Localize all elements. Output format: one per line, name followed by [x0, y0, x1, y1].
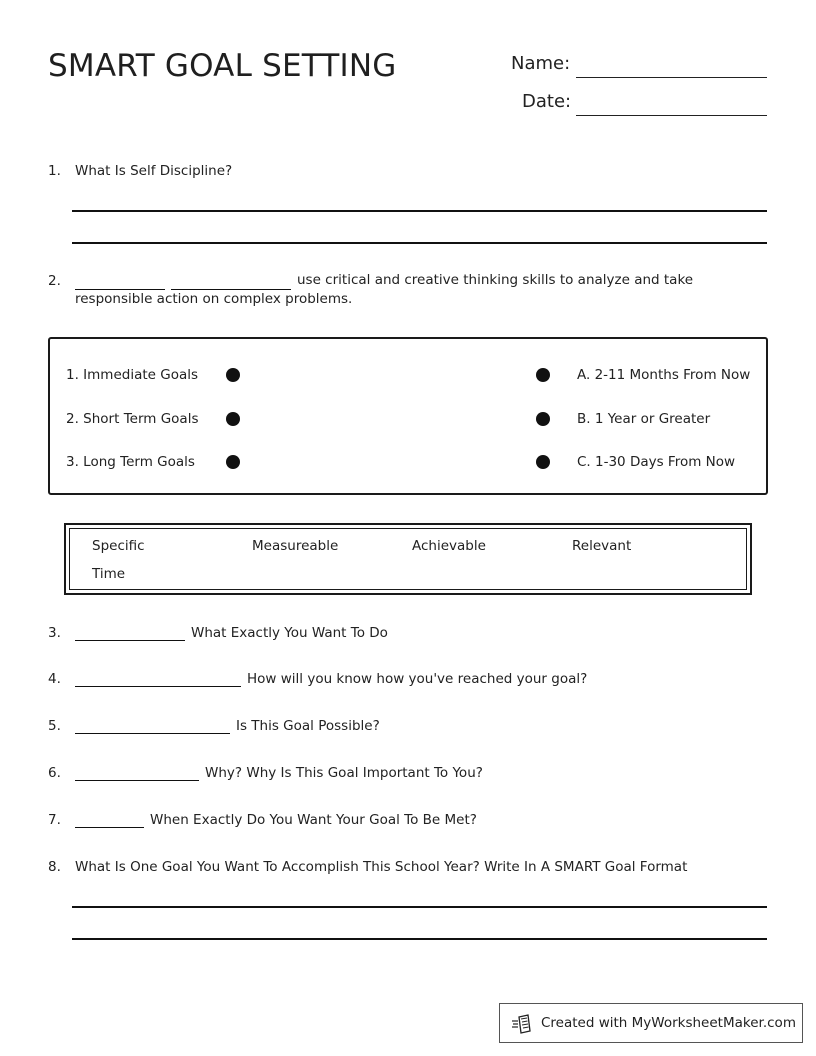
- question-text: When Exactly Do You Want Your Goal To Be Met?: [150, 812, 477, 828]
- match-dot-right[interactable]: [536, 368, 550, 382]
- question-text-line: use critical and creative thinking skills to analyze and take: [297, 272, 694, 288]
- matching-box: [48, 337, 768, 495]
- word-bank-item: Relevant: [572, 538, 632, 554]
- question-row: [75, 718, 380, 734]
- question-text: How will you know how you've reached your goal?: [247, 671, 588, 687]
- answer-line[interactable]: [72, 906, 767, 908]
- match-dot-left[interactable]: [226, 412, 240, 426]
- name-label: Name:: [511, 53, 571, 74]
- question-number: 3.: [48, 625, 61, 641]
- question-number: 6.: [48, 765, 61, 781]
- question-text: What Is One Goal You Want To Accomplish This School Year? Write In A SMART Goal Format: [75, 859, 688, 875]
- answer-line[interactable]: [72, 938, 767, 940]
- word-bank-item: Achievable: [412, 538, 486, 554]
- answer-line[interactable]: [72, 210, 767, 212]
- matching-left-item: 2. Short Term Goals: [66, 411, 199, 427]
- fill-blank[interactable]: [75, 672, 241, 687]
- question-row: [75, 625, 388, 641]
- question-number: 2.: [48, 273, 61, 289]
- question-row: [75, 765, 483, 781]
- name-field[interactable]: [576, 77, 767, 78]
- word-bank-item: Time: [92, 566, 126, 582]
- match-dot-left[interactable]: [226, 455, 240, 469]
- fill-blank[interactable]: [171, 275, 291, 290]
- matching-right-item: C. 1-30 Days From Now: [577, 454, 736, 470]
- fill-blank[interactable]: [75, 766, 199, 781]
- word-bank-item: Measureable: [252, 538, 339, 554]
- question-text: Why? Why Is This Goal Important To You?: [205, 765, 483, 781]
- question-number: 4.: [48, 671, 61, 687]
- date-label: Date:: [522, 91, 572, 112]
- question-text: [75, 271, 715, 309]
- fill-blank[interactable]: [75, 275, 165, 290]
- matching-right-item: A. 2-11 Months From Now: [577, 367, 751, 383]
- question-row: [75, 812, 477, 828]
- match-dot-right[interactable]: [536, 412, 550, 426]
- question-number: 8.: [48, 859, 61, 875]
- footer-link[interactable]: Created with MyWorksheetMaker.com: [541, 1015, 796, 1031]
- question-text: What Is Self Discipline?: [75, 163, 233, 179]
- match-dot-right[interactable]: [536, 455, 550, 469]
- matching-left-item: 1. Immediate Goals: [66, 367, 199, 383]
- date-field[interactable]: [576, 115, 767, 116]
- matching-right-item: B. 1 Year or Greater: [577, 411, 711, 427]
- question-number: 1.: [48, 163, 61, 179]
- worksheet-maker-logo-icon: [511, 1013, 533, 1035]
- question-text-line: responsible action on complex problems.: [75, 291, 353, 307]
- fill-blank[interactable]: [75, 719, 230, 734]
- question-text: What Exactly You Want To Do: [191, 625, 388, 641]
- footer-badge[interactable]: [499, 1003, 803, 1043]
- match-dot-left[interactable]: [226, 368, 240, 382]
- answer-line[interactable]: [72, 242, 767, 244]
- question-row: [75, 671, 587, 687]
- question-number: 5.: [48, 718, 61, 734]
- matching-left-item: 3. Long Term Goals: [66, 454, 195, 470]
- word-bank-item: Specific: [92, 538, 145, 554]
- page-title: SMART GOAL SETTING: [48, 48, 397, 84]
- fill-blank[interactable]: [75, 813, 144, 828]
- word-bank: [64, 523, 752, 595]
- question-number: 7.: [48, 812, 61, 828]
- question-text: Is This Goal Possible?: [236, 718, 380, 734]
- fill-blank[interactable]: [75, 626, 185, 641]
